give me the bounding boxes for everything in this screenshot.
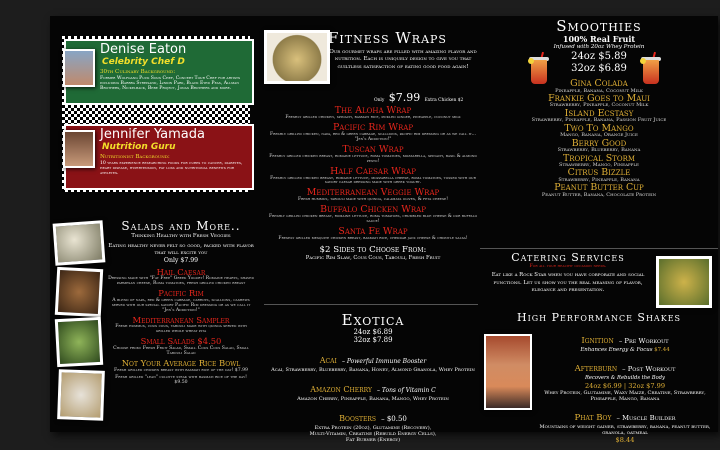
wrap-item bbox=[266, 188, 480, 203]
smoothie-desc: Pineapple, Banana, Coconut Milk bbox=[555, 87, 643, 94]
smoothies-size: 32oz $6.89 bbox=[571, 63, 627, 74]
boosters-line: Multi-Vitamin, Creatine (Rebuild Energy Cells), bbox=[309, 431, 437, 437]
chef-photo-denise bbox=[63, 49, 95, 87]
menu-board bbox=[50, 16, 718, 444]
shake-price: $7.44 bbox=[654, 347, 670, 353]
exotica-section bbox=[266, 312, 480, 443]
salad-item bbox=[108, 316, 254, 335]
shake-price: 24oz $6.99 | 32oz $7.99 bbox=[584, 381, 666, 390]
smoothie-desc: Strawberry, Mango, Pineapple bbox=[559, 162, 639, 169]
smoothie-name: Frankie Goes to Maui bbox=[548, 92, 650, 104]
chef-bio: Former Wolfgang Puck Sous Chef, Concert Tour Chef for artists including Barbra Streisand, Linkin Park, Black Eyed Peas, Allman Brothers, Nickelback, Bebe Project, Jonas Brothers and more. bbox=[100, 76, 241, 92]
salad-item bbox=[108, 289, 254, 313]
smoothies-sub: 100% Real Fruit bbox=[562, 34, 636, 44]
catering-section bbox=[484, 252, 652, 295]
salad-item bbox=[108, 268, 254, 287]
chef-card-denise bbox=[64, 39, 254, 105]
catering-body: Eat like a Rock Star when you have corporate and social functions. Let us show you the real meaning of flavor, elegance and presentation. bbox=[491, 272, 645, 294]
smoothie-item bbox=[480, 183, 718, 198]
catering-sub: For all your healthy occasion needs. bbox=[529, 264, 607, 269]
salad-photo bbox=[53, 220, 106, 265]
wrap-photo bbox=[264, 30, 330, 84]
salad-item bbox=[108, 359, 254, 373]
chef-name: Denise Eaton bbox=[100, 42, 187, 57]
smoothie-item bbox=[480, 109, 718, 124]
salad-desc: A blend of napa, red & green cabbage, carrots, scallions, cashews served with our special savory Pacific Rim dressing or as we call it "Jen's Addiction!" bbox=[111, 297, 251, 313]
salad-desc: Fresh grilled chicken breast with basmati rice of the day! $7.99 bbox=[114, 367, 248, 373]
shake-name: Ignition bbox=[581, 336, 614, 346]
salad-desc: Dressing made with "Fat Free" Greek Yogurt! Romaine hearts, shaved parmesan cheese, Roma tomatoes, fresh grilled chicken breast bbox=[108, 276, 254, 287]
salads-section bbox=[108, 220, 254, 385]
shake-tag: Pre Workout bbox=[624, 337, 669, 345]
wrap-desc: Freshly grilled chicken, spinach, basmati rice, pickled ginger, pineapple, coconut milk bbox=[285, 115, 461, 120]
shake-tag: Muscle Builder bbox=[622, 413, 676, 422]
wrap-desc: Fresh hummus, tabouli made with quinoa, calamata olives, & feta cheese! bbox=[298, 197, 448, 203]
chef-title: Celebrity Chef D bbox=[102, 57, 185, 67]
shake-item: Afterburn – Post Workout Recovers & Rebuilds the Body 24oz $6.99 | 32oz $7.99 Whey Protein, Glutamine, Waxy Maize, Creatine, Strawberry, Pineapple, Mango, Banana bbox=[536, 356, 714, 402]
boosters: Boosters – $0.50 Extra Protein (20oz), Glutamine (Recovery), Multi-Vitamin, Creatine (Rebuild Energy Cells), Fat Burner (Energy) bbox=[266, 406, 480, 443]
exotica-tag: Tons of Vitamin C bbox=[381, 387, 436, 394]
salad-name: Pacific Rim bbox=[158, 288, 204, 299]
smoothies-heading: Smoothies bbox=[556, 17, 642, 35]
shake-tag: Post Workout bbox=[627, 365, 676, 373]
shake-price: $8.44 bbox=[615, 435, 635, 444]
smoothie-desc: Mango, Banana, Orange Juice bbox=[560, 132, 638, 139]
shake-ingredients: Whey Protein, Glutamine, Waxy Maize, Creatine, Strawberry, Pineapple, Mango, Banana bbox=[544, 389, 706, 402]
smoothie-item bbox=[480, 79, 718, 94]
salad-photo bbox=[57, 369, 105, 421]
wrap-item bbox=[266, 106, 480, 121]
chef-background-heading: 30th Culinary Background: bbox=[100, 69, 176, 75]
wrap-item bbox=[266, 145, 480, 165]
boosters-line: Extra Protein (20oz), Glutamine (Recovery), bbox=[314, 425, 432, 431]
wrap-item bbox=[266, 123, 480, 143]
smoothie-desc: Peanut Butter, Banana, Chocolate Protein bbox=[541, 191, 657, 198]
wraps-extra-chicken: Extra Chicken $2 bbox=[424, 98, 464, 103]
wrap-item bbox=[266, 167, 480, 187]
smoothie-item bbox=[480, 94, 718, 109]
exotica-heading: Exotica bbox=[341, 311, 405, 329]
wrap-desc: Freshly grilled chicken breast, romaine lettuce, roma tomatoes, mozzarella, spinach, basil & almond pesto! bbox=[269, 153, 477, 164]
shakes-list bbox=[536, 328, 714, 444]
exotica-tag: Powerful Immune Booster bbox=[346, 358, 427, 365]
wrap-name: Mediterranean Veggie Wrap bbox=[306, 187, 440, 199]
chef-photo-jennifer bbox=[63, 130, 95, 168]
catering-heading: Catering Services bbox=[511, 251, 625, 264]
wrap-desc: Freshly grilled chicken breast, romaine lettuce, roma tomatoes, crumbled blue cheese & our buffalo sauce! bbox=[268, 214, 478, 225]
smoothies-sub: Infused with 20oz Whey Protein bbox=[553, 44, 645, 50]
smoothie-item bbox=[480, 124, 718, 139]
column-left bbox=[50, 16, 258, 432]
wrap-name: The Aloha Wrap bbox=[334, 105, 412, 116]
salads-price: Only $7.99 bbox=[163, 256, 199, 264]
shake-desc: Enhances Energy & Focus bbox=[580, 347, 653, 353]
wraps-list bbox=[266, 106, 480, 262]
wrap-name: Pacific Rim Wrap bbox=[332, 121, 414, 133]
chef-name: Jennifer Yamada bbox=[100, 127, 205, 142]
exotica-size: 24oz $6.89 bbox=[353, 328, 393, 336]
wraps-intro: Our gourmet wraps are filled with amazing flavor and nutrition. Each is uniquely design to give you that guiltless satisfaction of eating good food again! bbox=[329, 49, 477, 70]
smoothies-section bbox=[480, 18, 718, 198]
chef-background-heading: Nutritionist Background: bbox=[100, 154, 170, 160]
wrap-desc: Freshly grilled chicken breast, romaine lettuce, mozzarella cheese, roma tomatoes, tossed with our savory caesar dressing made with greek yogurt. bbox=[270, 175, 476, 186]
salad-desc: Choose from: Fresh Fruit Salad, Small Cous Cous Salad, Small Tabouli Salad bbox=[113, 345, 249, 356]
wrap-name: Tuscan Wrap bbox=[342, 143, 404, 155]
smoothie-name: Gina Colada bbox=[570, 78, 628, 89]
salads-intro: Eating healthy never felt so good, packed with flavor that will excite you bbox=[108, 243, 254, 256]
salad-name: Not Your Average Rice Bowl bbox=[121, 357, 241, 368]
wrap-item bbox=[266, 227, 480, 242]
smoothie-desc: Strawberry, Pineapple, Banana bbox=[558, 176, 640, 183]
smoothie-item bbox=[480, 139, 718, 154]
smoothie-cup-icon bbox=[640, 52, 662, 86]
salads-subheading: Thinking Healthy with Fresh Veggies bbox=[131, 233, 231, 239]
chef-bio: 10 years experience researching foods for cures to cancer, diabetes, heart disease, hypertension, fat loss and nutritional benefits for athletes. bbox=[100, 161, 243, 177]
smoothies-size: 24oz $5.89 bbox=[571, 51, 627, 62]
smoothie-item bbox=[480, 168, 718, 183]
wraps-sides-heading: $2 Sides to Choose From: bbox=[319, 244, 427, 255]
smoothie-desc: Strawberry, Blueberry, Banana bbox=[557, 147, 641, 154]
smoothie-desc: Strawberry, Pineapple, Banana, Passion Fruit Juice bbox=[531, 117, 667, 124]
wrap-desc: Freshly grilled mesquite chicken breast, basmati rice, cheddar jack cheese & chipotle salsa! bbox=[278, 236, 468, 242]
wrap-name: Half Caesar Wrap bbox=[330, 165, 416, 177]
exotica-name: Acai bbox=[319, 356, 337, 365]
salad-photo bbox=[55, 317, 103, 367]
boosters-line: Fat Burner (Energy) bbox=[345, 437, 401, 443]
exotica-name: Amazon Cherry bbox=[310, 385, 372, 394]
exotica-size: 32oz $7.89 bbox=[353, 336, 393, 344]
salad-photo bbox=[55, 267, 103, 317]
shake-desc: Mountains of weight gainer, strawberry, banana, peanut butter, granola, oatmeal bbox=[539, 423, 711, 436]
column-right bbox=[480, 16, 718, 444]
shake-name: Afterburn bbox=[574, 364, 618, 374]
smoothie-desc: Strawberry, Pineapple, Coconut Milk bbox=[549, 102, 649, 109]
divider bbox=[264, 304, 478, 305]
boosters-label: Boosters bbox=[339, 414, 376, 423]
wrap-name: Santa Fe Wrap bbox=[338, 226, 408, 238]
chef-title: Nutrition Guru bbox=[102, 142, 176, 152]
wraps-heading: Fitness Wraps bbox=[328, 29, 447, 47]
catering-photo bbox=[656, 256, 712, 308]
salads-heading: Salads and More.. bbox=[121, 219, 241, 233]
wrap-item bbox=[266, 205, 480, 225]
athlete-photo bbox=[484, 334, 532, 410]
shakes-heading: High Performance Shakes bbox=[516, 311, 682, 324]
salad-item bbox=[108, 337, 254, 356]
smoothie-cup-icon bbox=[528, 52, 550, 86]
smoothie-name: Berry Good bbox=[571, 137, 627, 149]
salad-name: Mediterranean Sampler bbox=[132, 314, 230, 325]
shake-item: Ignition – Pre Workout Enhances Energy & Focus $7.44 bbox=[580, 336, 670, 353]
salad-name: Small Salads $4.50 bbox=[140, 336, 222, 347]
exotica-item: Acai – Powerful Immune Booster Acai, Strawberry, Blueberry, Banana, Honey, Almond Granola, Whey Protein bbox=[266, 348, 480, 373]
smoothie-name: Tropical Storm bbox=[562, 152, 636, 164]
exotica-item: Amazon Cherry – Tons of Vitamin C Amazon Cherry, Pineapple, Banana, Mango, Whey Protein bbox=[266, 377, 480, 402]
column-middle bbox=[262, 16, 480, 443]
shake-name: Phat Boy bbox=[574, 412, 612, 423]
smoothie-name: Citrus Bizzle bbox=[567, 167, 631, 179]
shake-desc: Recovers & Rebuilds the Body bbox=[585, 375, 665, 381]
divider bbox=[480, 248, 718, 249]
smoothie-item bbox=[480, 154, 718, 169]
exotica-desc: Amazon Cherry, Pineapple, Banana, Mango, Whey Protein bbox=[297, 396, 449, 402]
wrap-name: Buffalo Chicken Wrap bbox=[320, 204, 426, 216]
smoothie-name: Island Ecstasy bbox=[564, 107, 634, 119]
wraps-price: $7.99 bbox=[388, 91, 421, 104]
wraps-sides: Pacific Rim Slaw, Cous Cous, Tabouli, Fresh Fruit bbox=[305, 254, 441, 261]
smoothie-name: Two To Mango bbox=[564, 122, 634, 134]
smoothie-name: Peanut Butter Cup bbox=[554, 182, 644, 194]
salad-name: Hail Caesar bbox=[156, 266, 206, 277]
exotica-desc: Acai, Strawberry, Blueberry, Banana, Honey, Almond Granola, Whey Protein bbox=[271, 367, 475, 373]
shake-item: Phat Boy – Muscle Builder Mountains of weight gainer, strawberry, banana, peanut butter, granola, oatmeal $8.44 bbox=[536, 405, 714, 444]
salad-desc: Fresh hummus, cous cous, tabouli made with quinoa served with grilled whole wheat pita bbox=[115, 324, 247, 335]
wraps-price-note: Only bbox=[374, 98, 385, 103]
wrap-desc: Freshly grilled chicken, napa, red & green cabbage, scallions, pacific rim dressing or as we call it... "Jen's Addiction!" bbox=[270, 131, 476, 142]
salad-item bbox=[108, 375, 254, 385]
boosters-price: $0.50 bbox=[386, 415, 407, 423]
chef-card-jennifer bbox=[64, 124, 254, 190]
salad-desc: Fresh grilled "lean" culotte steak with basmati rice of the day! $9.50 bbox=[115, 374, 247, 385]
